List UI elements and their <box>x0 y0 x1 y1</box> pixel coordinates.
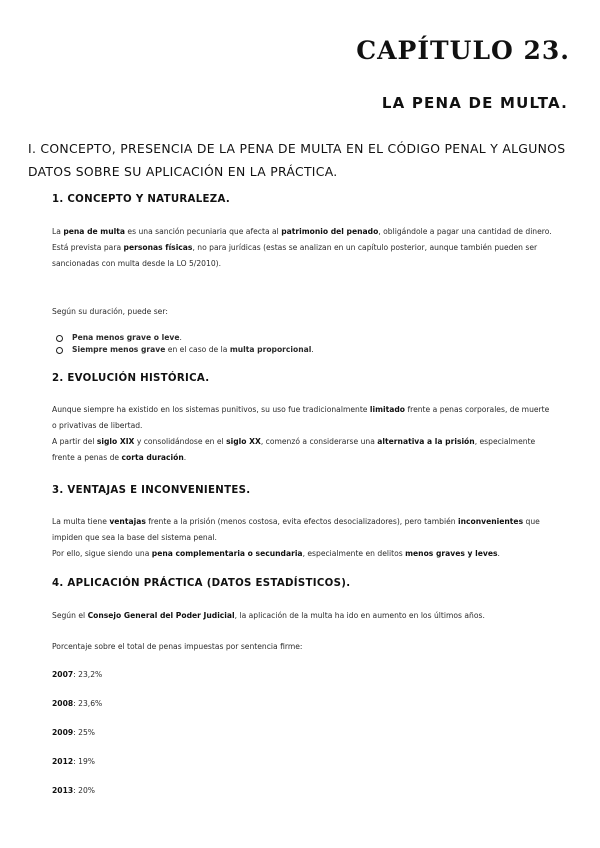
stat-line: 2008: 23,6% <box>52 699 103 708</box>
section-heading: I. CONCEPTO, PRESENCIA DE LA PENA DE MULTA EN EL CÓDIGO PENAL Y ALGUNOS DATOS SOBRE SU APLICACIÓN EN LA PRÁCTICA. <box>28 141 566 179</box>
paragraph: Según su duración, puede ser: <box>52 307 168 316</box>
stat-line: 2009: 25% <box>52 728 95 737</box>
list-item: Pena menos grave o leve. <box>56 332 314 344</box>
subsection-heading-2: 2. EVOLUCIÓN HISTÓRICA. <box>52 373 210 384</box>
circle-bullet-icon <box>56 335 63 342</box>
bullet-list <box>56 332 314 356</box>
stat-line: 2013: 20% <box>52 786 95 795</box>
paragraph: Aunque siempre ha existido en los sistemas punitivos, su uso fue tradicionalmente limitado frente a penas corporales, de muerte o privativas de libertad. A partir del siglo XIX y consolidándose en el siglo XX, comenzó a considerarse una alternativa a la prisión, especialmente frente a penas de corta duración. <box>52 405 550 462</box>
circle-bullet-icon <box>56 347 63 354</box>
paragraph: La pena de multa es una sanción pecuniaria que afecta al patrimonio del penado, obligándole a pagar una cantidad de dinero. Está prevista para personas físicas, no para jurídicas (estas se analizan en un capítulo posterior, aunque también pueden ser sancionadas con multa desde la LO 5/2010). <box>52 227 552 268</box>
paragraph: Según el Consejo General del Poder Judicial, la aplicación de la multa ha ido en aumento en los últimos años. <box>52 611 485 620</box>
list-item: Siempre menos grave en el caso de la multa proporcional. <box>56 344 314 356</box>
document-title: LA PENA DE MULTA. <box>381 94 568 112</box>
stat-line: 2007: 23,2% <box>52 670 103 679</box>
subsection-heading-4: 4. APLICACIÓN PRÁCTICA (DATOS ESTADÍSTICOS). <box>52 578 351 589</box>
paragraph: Porcentaje sobre el total de penas impuestas por sentencia firme: <box>52 642 303 651</box>
chapter-title: CAPÍTULO 23. <box>356 36 570 65</box>
subsection-heading-3: 3. VENTAJAS E INCONVENIENTES. <box>52 485 251 496</box>
paragraph: La multa tiene ventajas frente a la prisión (menos costosa, evita efectos desocializadores), pero también inconvenientes que impiden que sea la base del sistema penal. Por ello, sigue siendo una pena complementaria o secundaria, especialmente en delitos menos graves y leves. <box>52 517 540 558</box>
subsection-heading-1: 1. CONCEPTO Y NATURALEZA. <box>52 194 231 205</box>
stat-line: 2012: 19% <box>52 757 95 766</box>
